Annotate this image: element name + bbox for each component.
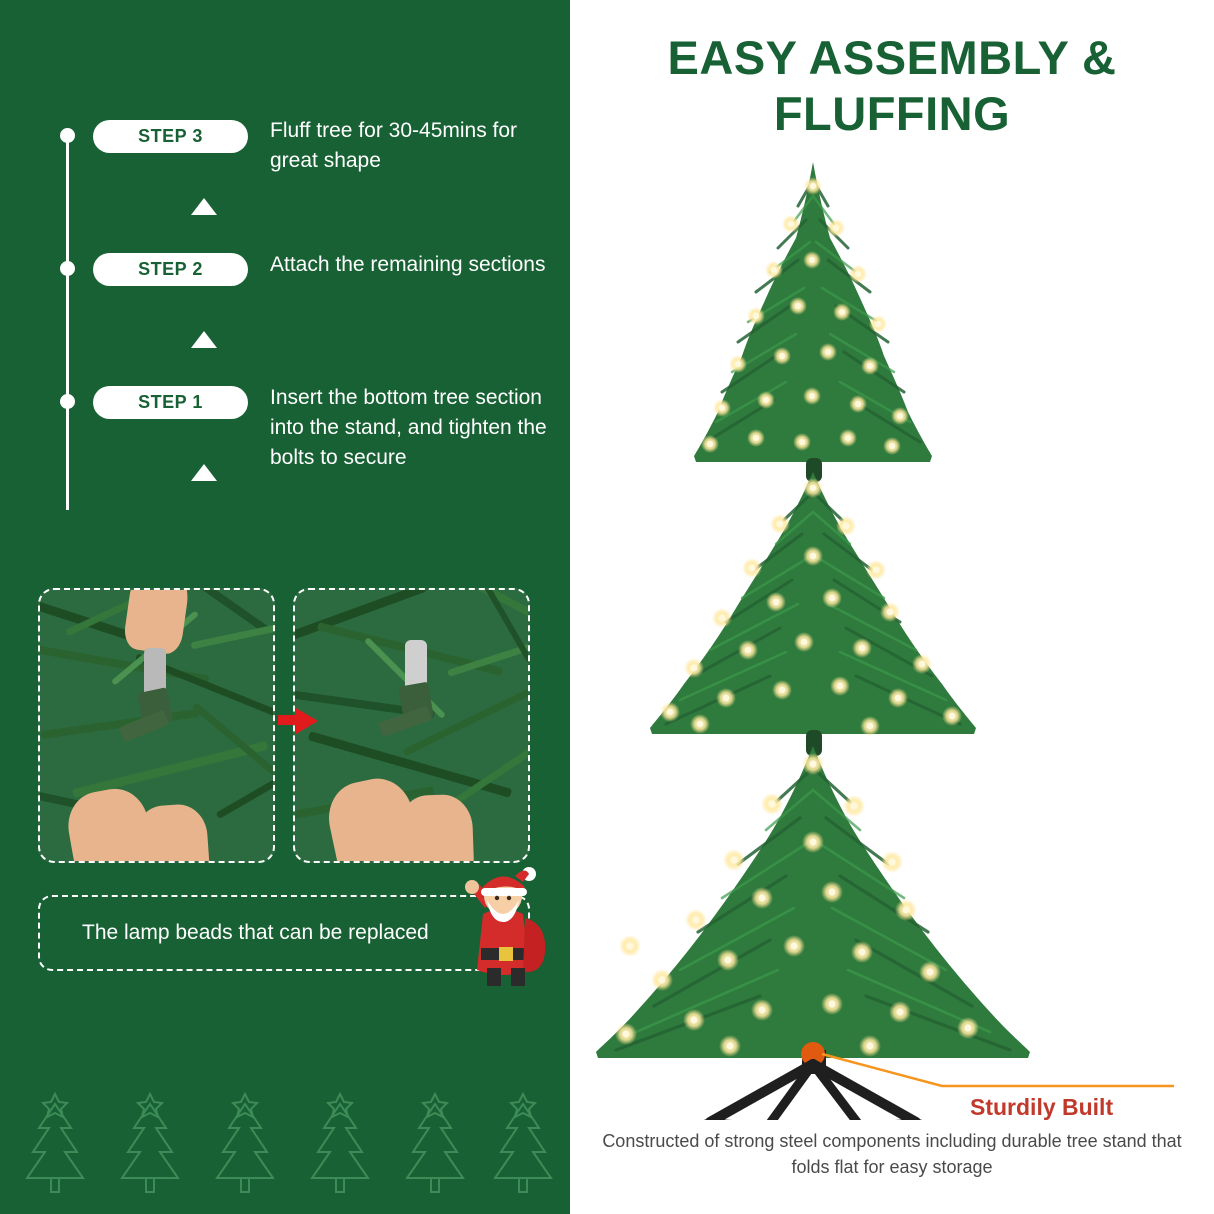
tree-section-bottom xyxy=(596,746,1030,1058)
right-panel xyxy=(570,0,1214,1214)
callout-leader-line xyxy=(822,1054,1174,1086)
timeline-dot-step1 xyxy=(60,394,75,409)
step-badge-3: STEP 3 xyxy=(93,120,248,153)
callout-description: Constructed of strong steel components including durable tree stand that folds flat for easy storage xyxy=(602,1131,1182,1177)
step-text-2: Attach the remaining sections xyxy=(270,253,546,276)
headline-line-2: FLUFFING xyxy=(773,87,1011,140)
caption-text: The lamp beads that can be replaced xyxy=(82,921,429,944)
left-panel xyxy=(0,0,570,1214)
timeline-arrow-3 xyxy=(191,198,217,215)
step-text-1: Insert the bottom tree section into the stand, and tighten the bolts to secure xyxy=(270,386,547,469)
santa-claus-icon xyxy=(455,862,551,990)
timeline-line xyxy=(66,132,69,510)
tree-section-middle xyxy=(650,472,976,756)
tree-pattern-border xyxy=(0,1084,570,1214)
right-arrow-icon xyxy=(296,708,318,734)
bulb-replacement-photos xyxy=(38,588,530,863)
step-badge-1: STEP 1 xyxy=(93,386,248,419)
arrow-tail xyxy=(278,715,298,725)
step-text-3: Fluff tree for 30-45mins for great shape xyxy=(270,119,518,172)
timeline-dot-step3 xyxy=(60,128,75,143)
photo-insert-bulb xyxy=(293,588,530,863)
timeline-arrow-1 xyxy=(191,464,217,481)
step-badge-2: STEP 2 xyxy=(93,253,248,286)
product-image-christmas-tree xyxy=(570,120,1214,1120)
timeline-arrow-2 xyxy=(191,331,217,348)
bulb-glass-right xyxy=(405,640,427,688)
callout-title: Sturdily Built xyxy=(970,1094,1114,1120)
photo-remove-bulb xyxy=(38,588,275,863)
finger-bottom-right-2 xyxy=(398,794,475,863)
tree-section-top xyxy=(694,162,932,482)
headline-line-1: EASY ASSEMBLY & xyxy=(667,31,1117,84)
timeline-dot-step2 xyxy=(60,261,75,276)
